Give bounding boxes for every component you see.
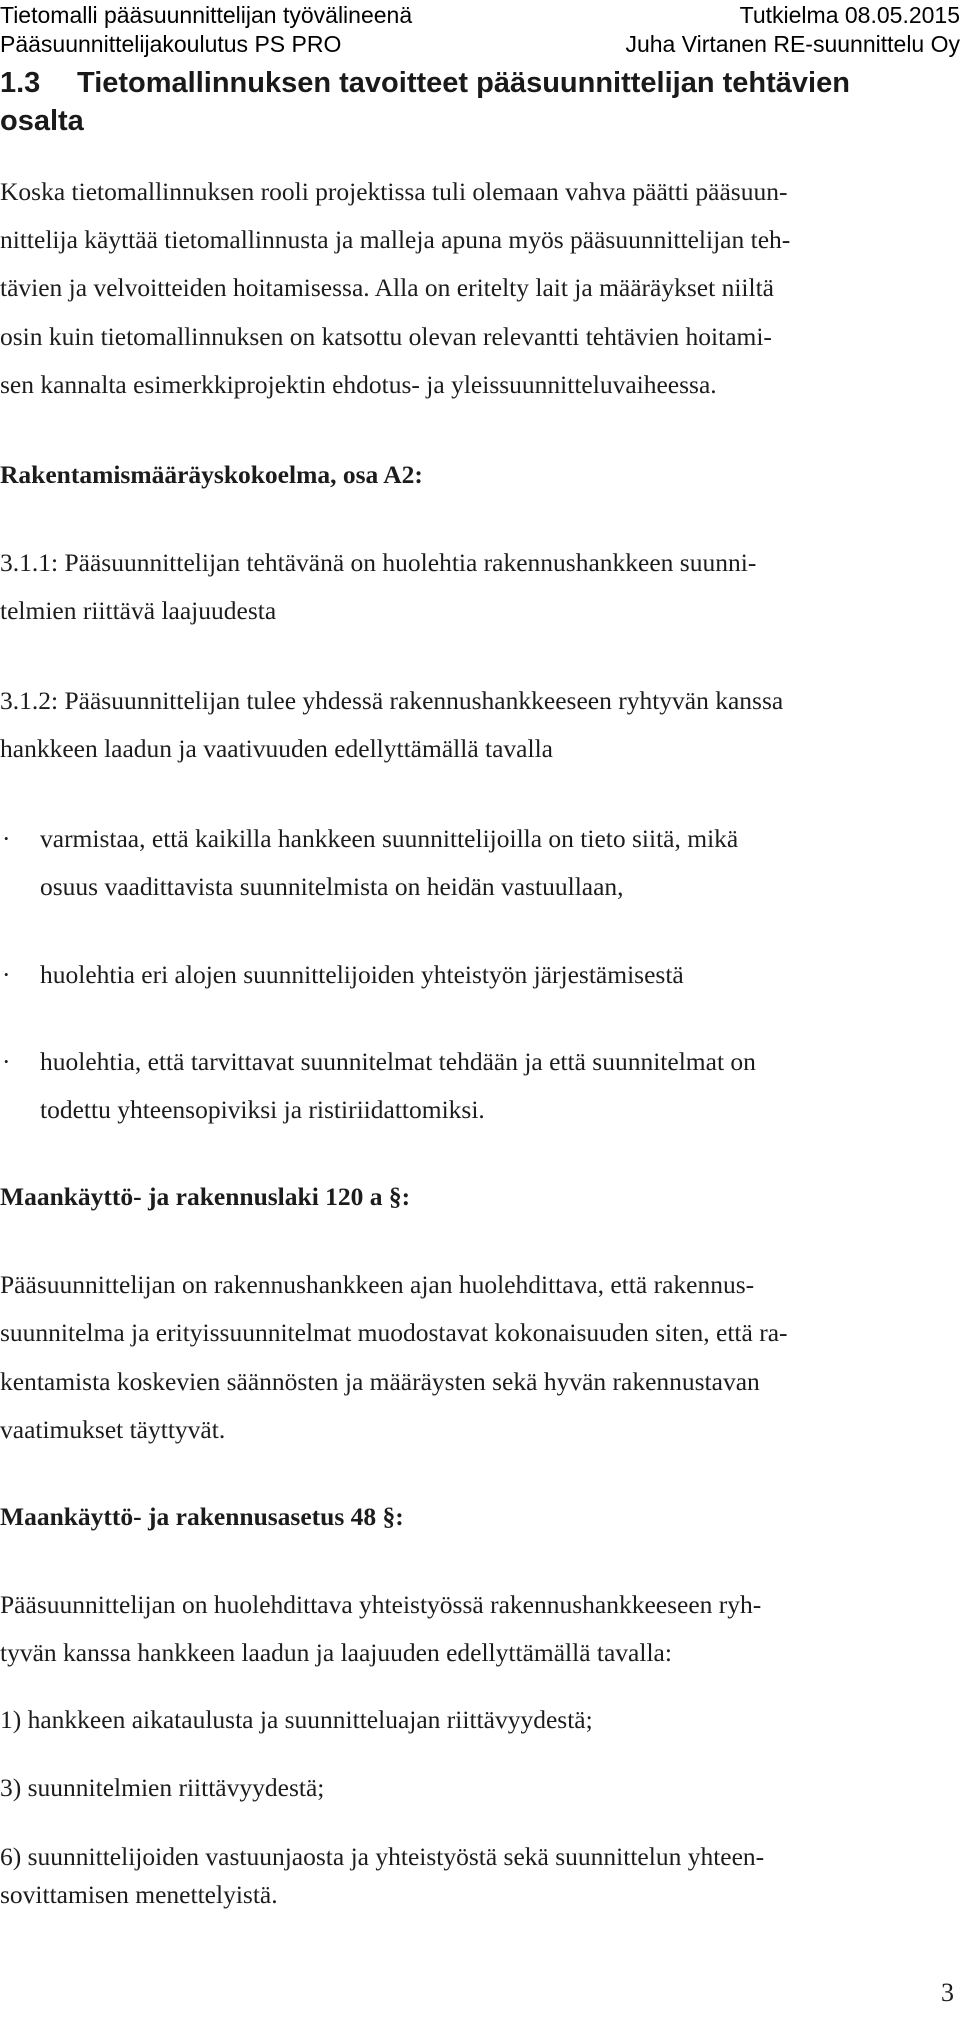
bullet-2-line-1: huolehtia eri alojen suunnittelijoiden yhteistyön järjestämisestä <box>40 960 684 989</box>
mra-line-2: tyvän kanssa hankkeen laadun ja laajuuden edellyttämällä tavalla: <box>0 1638 672 1667</box>
mra-item-3: 3) suunnitelmien riittävyydestä; <box>0 1773 325 1802</box>
bullet-marker: · <box>2 960 11 989</box>
mra-item-6-line-1: 6) suunnittelijoiden vastuunjaosta ja yhteistyöstä sekä suunnittelun yhteen- <box>0 1842 765 1871</box>
mra-item-6-line-2: sovittamisen menettelyistä. <box>0 1880 278 1909</box>
rakmk-311-line-2: telmien riittävä laajuudesta <box>0 596 277 625</box>
mrl-line-4: vaatimukset täyttyvät. <box>0 1415 226 1444</box>
header-document-title: Tietomalli pääsuunnittelijan työvälineenä <box>0 2 413 28</box>
intro-line-2: nittelija käyttää tietomallinnusta ja malleja apuna myös pääsuunnittelijan teh- <box>0 225 791 254</box>
page-number: 3 <box>941 1978 954 2007</box>
section-title-line2: osalta <box>0 105 84 137</box>
mrl-heading: Maankäyttö- ja rakennuslaki 120 a §: <box>0 1182 411 1211</box>
rakmk-heading: Rakentamismääräyskokoelma, osa A2: <box>0 460 423 489</box>
bullet-3-line-1: huolehtia, että tarvittavat suunnitelmat tehdään ja että suunnitelmat on <box>40 1047 756 1076</box>
bullet-marker: · <box>2 824 11 853</box>
rakmk-312-line-1: 3.1.2: Pääsuunnittelijan tulee yhdessä rakennushankkeeseen ryhtyvän kanssa <box>0 686 784 715</box>
mra-heading: Maankäyttö- ja rakennusasetus 48 §: <box>0 1502 404 1531</box>
mrl-line-3: kentamista koskevien säännösten ja määräysten sekä hyvän rakennustavan <box>0 1367 760 1396</box>
mra-line-1: Pääsuunnittelijan on huolehdittava yhteistyössä rakennushankkeeseen ryh- <box>0 1590 762 1619</box>
section-number: 1.3 <box>0 67 41 99</box>
rakmk-312-line-2: hankkeen laadun ja vaativuuden edellyttämällä tavalla <box>0 734 553 763</box>
header-author: Juha Virtanen RE-suunnittelu Oy <box>625 31 960 57</box>
bullet-marker: · <box>2 1047 11 1076</box>
mra-item-1: 1) hankkeen aikataulusta ja suunnitteluajan riittävyydestä; <box>0 1705 593 1734</box>
intro-line-1: Koska tietomallinnuksen rooli projektissa tuli olemaan vahva päätti pääsuun- <box>0 177 788 206</box>
bullet-3-line-2: todettu yhteensopiviksi ja ristiriidattomiksi. <box>40 1095 485 1124</box>
intro-line-4: osin kuin tietomallinnuksen on katsottu olevan relevantti tehtävien hoitami- <box>0 322 772 351</box>
header-course-name: Pääsuunnittelijakoulutus PS PRO <box>0 31 342 57</box>
rakmk-311-line-1: 3.1.1: Pääsuunnittelijan tehtävänä on huolehtia rakennushankkeen suunni- <box>0 548 757 577</box>
bullet-1-line-1: varmistaa, että kaikilla hankkeen suunnittelijoilla on tieto siitä, mikä <box>40 824 739 853</box>
section-heading <box>0 64 940 140</box>
section-title-line1: Tietomallinnuksen tavoitteet pääsuunnittelijan tehtävien <box>77 67 850 99</box>
header-document-date: Tutkielma 08.05.2015 <box>739 2 960 28</box>
mrl-line-1: Pääsuunnittelijan on rakennushankkeen ajan huolehdittava, että rakennus- <box>0 1270 755 1299</box>
intro-line-5: sen kannalta esimerkkiprojektin ehdotus- ja yleissuunnitteluvaiheessa. <box>0 370 717 399</box>
intro-line-3: tävien ja velvoitteiden hoitamisessa. Alla on eritelty lait ja määräykset niiltä <box>0 273 774 302</box>
bullet-1-line-2: osuus vaadittavista suunnitelmista on heidän vastuullaan, <box>40 872 624 901</box>
mrl-line-2: suunnitelma ja erityissuunnitelmat muodostavat kokonaisuuden siten, että ra- <box>0 1318 788 1347</box>
